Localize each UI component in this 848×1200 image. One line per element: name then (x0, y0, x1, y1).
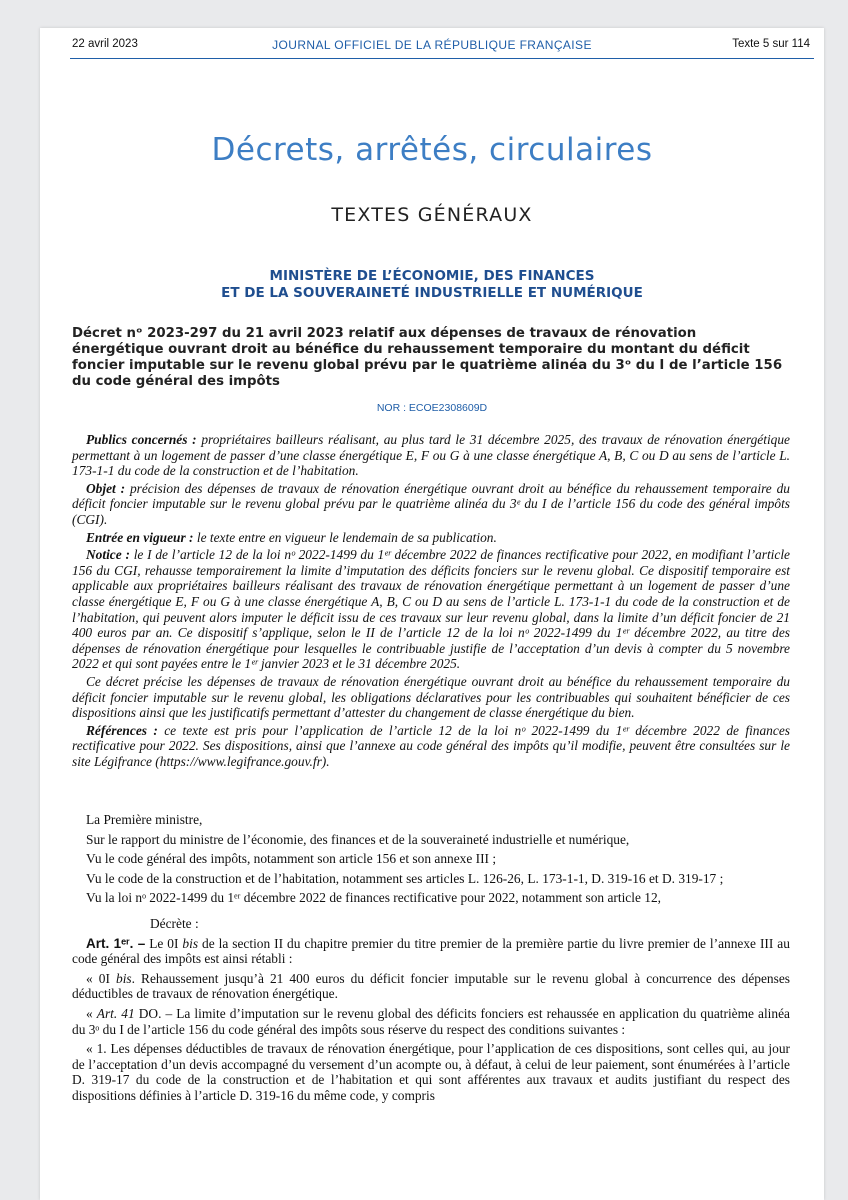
rapport-line: Sur le rapport du ministre de l’économie, des finances et de la souveraineté industrielle et numérique, (86, 831, 630, 847)
vu-line-2: Vu le code de la construction et de l’habitation, notamment ses articles L. 126-26, L. 173-1-1, D. 319-16 et D. 319-17 ; (86, 870, 724, 886)
objet-paragraph (72, 481, 790, 528)
notice-paragraph (72, 547, 790, 672)
decree-body (72, 812, 790, 1108)
p1-prefix: « 0I (86, 970, 110, 986)
article-1-bis: bis (182, 935, 199, 951)
entree-paragraph (72, 530, 790, 546)
p2-article: Art. 41 (96, 1005, 135, 1021)
ministry-line-2: ET DE LA SOUVERAINETÉ INDUSTRIELLE ET NUMÉRIQUE (221, 285, 643, 301)
article-1-label: Art. 1ᵉʳ. – (86, 935, 146, 951)
ministry-heading (40, 268, 824, 302)
objet-text: précision des dépenses de travaux de rénovation énergétique ouvrant droit au bénéfice du rehaussement temporaire du déficit foncier imputable sur le revenu global prévu par le quatrième alinéa du 3ᵉ du I de l’article 156 du code des général impôts (CGI). (72, 480, 790, 527)
header-journal-title: JOURNAL OFFICIEL DE LA RÉPUBLIQUE FRANÇAISE (272, 38, 592, 52)
paragraph-1: « 1. Les dépenses déductibles de travaux de rénovation énergétique, pour l’application de ces dispositions, sont celles qui, au jour de l’acceptation d’un devis accompagné du versement d’un acompte ou, à défaut, à celui de leur paiement, sont énumérées à l’article D. 319-17 du code de la construction et de l’habitation et qui sont afférentes aux travaux et audits justifiant du respect des dispositions définies à l’article D. 319-16 du même code, y compris (72, 1041, 790, 1103)
header-text-reference: Texte 5 sur 114 (732, 38, 810, 50)
article-1-text-b: de la section II du chapitre premier du titre premier de la première partie du livre premier de l’annexe III au code général des impôts est ainsi rétabli : (72, 935, 790, 967)
header-date: 22 avril 2023 (72, 38, 138, 50)
vu-line-1: Vu le code général des impôts, notamment son article 156 et son annexe III ; (86, 851, 497, 867)
nor-reference: NOR : ECOE2308609D (376, 402, 488, 414)
p1-bis: bis (116, 970, 132, 986)
journal-page (40, 28, 824, 1200)
entree-text: le texte entre en vigueur le lendemain de sa publication. (196, 529, 497, 545)
publics-label: Publics concernés : (86, 432, 197, 447)
ministry-line-1: MINISTÈRE DE L’ÉCONOMIE, DES FINANCES (269, 268, 595, 284)
notice-label: Notice : (86, 547, 130, 563)
p1-text: . Rehaussement jusqu’à 21 400 euros du déficit foncier imputable sur le revenu global à concurrence des dépenses déductibles de travaux de rénovation énergétique. (72, 970, 790, 1002)
section-title: Décrets, arrêtés, circulaires (211, 132, 653, 168)
article-1-text-a: Le 0I (149, 935, 179, 951)
notice-text: le I de l’article 12 de la loi nᵒ 2022-1499 du 1ᵉʳ décembre 2022 de finances rectificative pour 2022, en modifiant l’article 156 du CGI, rehausse temporairement la limite d’imputation des déficits fonciers sur le revenu global. Ce dispositif temporaire est applicable aux propriétaires bailleurs réalisant des travaux de rénovation énergétique permettant à un logement de passer d’une classe énergétique E, F ou G à une classe énergétique A, B, C ou D au sens de l’article L. 173-1-1 du code de la construction et de l’habitation, qui peuvent alors imputer le déficit issu de ces travaux sur leur revenu global, dans la limite d’un déficit foncier de 21 400 euros par an. Ce dispositif s’applique, selon le II de l’article 12 de la loi nᵒ 2022-1499 du 1ᵉʳ décembre 2022, au titre des dépenses de rénovation énergétique pour lesquelles le contribuable justifie de l’acceptation d’un devis à compter du 5 novembre 2022 et qui sont payées entre le 1ᵉʳ janvier 2023 et le 31 décembre 2025. (72, 547, 790, 672)
publics-paragraph (72, 432, 790, 479)
p2-text: DO. – La limite d’imputation sur le revenu global des déficits fonciers est rehaussée en application du quatrième alinéa du 3ᵒ du I de l’article 156 du code général des impôts sous réserve du respect des conditions suivantes : (72, 1005, 790, 1037)
publics-text: propriétaires bailleurs réalisant, au plus tard le 31 décembre 2025, des travaux de rénovation énergétique permettant à un logement de passer d’une classe énergétique E, F ou G à une classe énergétique A, B, C ou D au sens de l’article L. 173-1-1 du code de la construction et de l’habitation. (72, 432, 790, 479)
decree-title: Décret nᵒ 2023-297 du 21 avril 2023 relatif aux dépenses de travaux de rénovation énergétique ouvrant droit au bénéfice du rehaussement temporaire du montant du déficit foncier imputable sur le revenu global prévu par le quatrième alinéa du 3ᵒ du I de l’article 156 du code général des impôts (72, 326, 783, 389)
vu-line-3: Vu la loi nᵒ 2022-1499 du 1ᵉʳ décembre 2022 de finances rectificative pour 2022, notamment son article 12, (86, 890, 661, 906)
references-paragraph (72, 723, 790, 770)
objet-label: Objet : (86, 480, 126, 496)
decrete-line: Décrète : (150, 915, 199, 931)
notice-block (72, 432, 790, 771)
subsection-title: TEXTES GÉNÉRAUX (331, 204, 533, 226)
references-label: Références : (86, 722, 158, 738)
entree-label: Entrée en vigueur : (86, 529, 194, 545)
paragraph-art-41-do (72, 1006, 790, 1037)
page-header (40, 38, 824, 58)
references-text: ce texte est pris pour l’application de l’article 12 de la loi nᵒ 2022-1499 du 1ᵉʳ décembre 2022 de finances rectificative pour 2022. Ses dispositions, ainsi que l’annexe au code général des impôts qu’il modifie, peuvent être consultées sur le site Légifrance (https://www.legifrance.gouv.fr). (72, 722, 790, 769)
header-divider (70, 58, 814, 59)
precise-paragraph: Ce décret précise les dépenses de travaux de rénovation énergétique ouvrant droit au bénéfice du rehaussement temporaire du déficit foncier imputable sur le revenu global, les obligations déclaratives pour les contribuables qui souhaitent bénéficier de ces dispositions ainsi que les justificatifs permettant d’attester du changement de classe énergétique du bien. (72, 673, 790, 721)
p2-prefix: « (86, 1005, 93, 1021)
minister-line: La Première ministre, (86, 812, 203, 827)
paragraph-0i-bis (72, 971, 790, 1002)
article-1-paragraph (72, 936, 790, 967)
